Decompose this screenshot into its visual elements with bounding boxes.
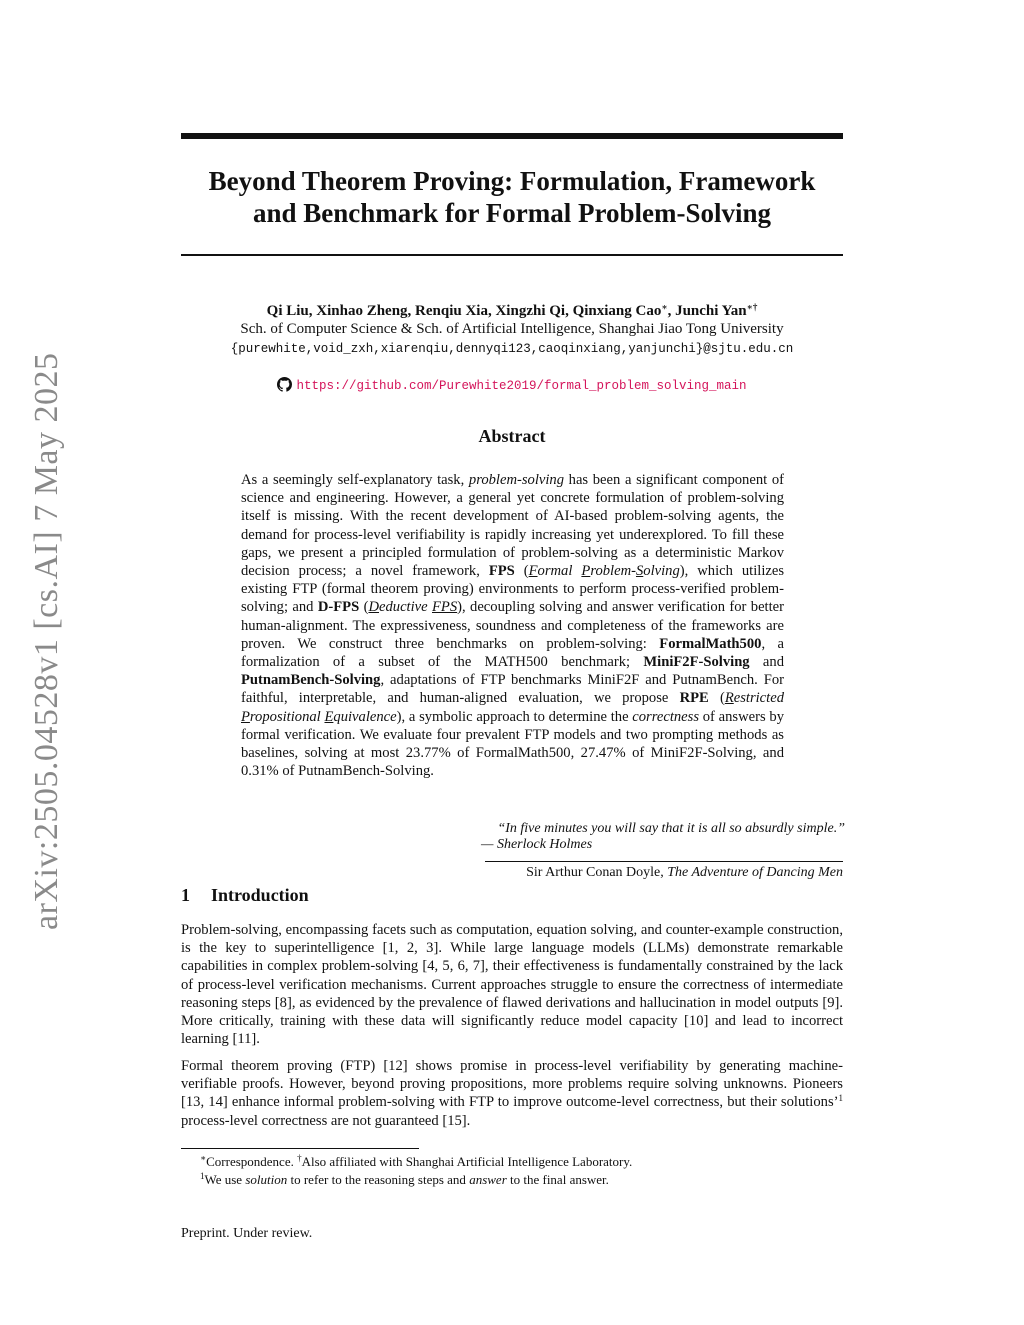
acronym-rest: quivalence (333, 708, 397, 725)
acronym-letter: F (528, 563, 538, 580)
acronym-letter: R (724, 690, 734, 707)
dfps-expansion (368, 599, 457, 615)
footnote-italic: solution (245, 1172, 288, 1187)
abstract-bold: MiniF2F-Solving (643, 654, 750, 671)
abstract-text: ), which utilizes existing FTP (formal theorem proving) environments to perform process-verified problem-solving; and (241, 563, 785, 616)
acronym-letter: P (241, 708, 250, 725)
epigraph-rule (485, 861, 843, 862)
section-title: Introduction (211, 885, 309, 905)
author-last: Junchi Yan (675, 303, 747, 319)
intro-paragraph-1: Problem-solving, encompassing facets such as computation, equation solving, and counter-example construction, is the key to superintelligence [1, 2, 3]. While large language models (LLMs) demonstrate remarkable capabilities in complex problem-solving [4, 5, 6, 7], their effectiveness is fundamentally constrained by the lack of process-level verification mechanisms. Current approaches struggle to ensure the correctness of intermediate reasoning steps [8], as evidenced by the prevalence of flawed derivations and hallucination in model outputs [9]. More critically, training with these data will significantly reduce model capacity [10] and lead to incorrect learning [11]. (181, 922, 843, 1048)
acronym-letter: E (324, 708, 334, 725)
abstract-text: ( (514, 563, 529, 580)
repo-link[interactable]: https://github.com/Purewhite2019/formal_problem_solving_main (296, 379, 747, 393)
footnote-mark: 1 (200, 1171, 205, 1181)
footnote-text: to the final answer. (506, 1172, 609, 1187)
paragraph-text: process-level correctness are not guaranteed [15]. (181, 1112, 471, 1129)
title-bottom-rule (181, 254, 843, 256)
abstract-bold: FormalMath500 (659, 635, 762, 652)
acronym-letter: S (635, 563, 644, 580)
author-mark-affiliation: ∗† (746, 302, 758, 312)
author-names: Qi Liu, Xinhao Zheng, Renqiu Xia, Xingzhi Qi, Qinxiang Cao (266, 303, 662, 319)
abstract-bold: FPS (488, 563, 515, 580)
abstract-heading: Abstract (478, 426, 546, 446)
epigraph-author: Sir Arthur Conan Doyle, (526, 865, 668, 880)
preprint-note: Preprint. Under review. (181, 1226, 313, 1241)
epigraph-source (430, 864, 843, 882)
abstract-italic: problem-solving (468, 472, 565, 488)
acronym-rest: olving (643, 563, 680, 580)
footnote-1 (200, 1172, 609, 1188)
footnote-correspondence (200, 1154, 632, 1170)
paragraph-text: Formal theorem proving (FTP) [12] shows promise in process-level verifiability by generating machine-verifiable proofs. However, beyond proving propositions, more problems require solving unknowns. Pioneers [13, 14] enhance informal problem-solving with FTP to improve outcome-level correctness, but their solutions’ (181, 1058, 843, 1111)
footnote-text: We use (204, 1172, 246, 1187)
acronym-rest: ormal (537, 563, 582, 580)
paper-title (181, 165, 843, 229)
footnote-text: Correspondence. (206, 1154, 298, 1169)
abstract-text: , adaptations of FTP benchmarks MiniF2F and PutnamBench. For faithful, interpretable, and human-aligned evaluation, we propose (241, 672, 784, 707)
abstract-text: ( (708, 690, 725, 707)
abstract-text: , a formalization of a subset of the MATH500 benchmark; (241, 635, 784, 671)
acronym-rest: ropositional (249, 708, 325, 725)
footnote-mark: † (297, 1153, 302, 1163)
epigraph-attribution: — Sherlock Holmes (481, 837, 593, 852)
acronym-rest: roblem- (590, 563, 636, 580)
github-icon (277, 377, 292, 392)
abstract-text: has been a significant component of science and engineering. However, a general yet concrete formulation of problem-solving itself is missing. With the recent development of AI-based problem-solving agents, the demand for process-level verifiability is rapidly increasing yet underexplored. To fill these gaps, we present a principled formulation of problem-solving as a deterministic Markov decision process; a novel framework, (241, 472, 784, 580)
intro-paragraph-2 (181, 1057, 843, 1130)
title-line-1: Beyond Theorem Proving: Formulation, Framework (208, 166, 816, 196)
abstract-text: As a seemingly self-explanatory task, (241, 472, 469, 488)
section-number: 1 (181, 885, 190, 905)
abstract-bold: D-FPS (317, 599, 360, 616)
abstract-bold: PutnamBench-Solving (241, 672, 381, 689)
footnote-text: Also affiliated with Shanghai Artificial Intelligence Laboratory. (301, 1154, 633, 1169)
abstract-text: of answers by formal verification. We evaluate four prevalent FTP models and two prompting methods as baselines, solving at most 23.77% of FormalMath500, 27.47% of MiniF2F-Solving, and 0.31% of PutnamBench-Solving. (241, 708, 784, 780)
abstract-text: ), decoupling solving and answer verification for better human-alignment. The expressiveness, soundness and completeness of the frameworks are proven. We construct three benchmarks on problem-solving: (241, 599, 784, 652)
epigraph-quote: “In five minutes you will say that it is all so absurdly simple.” (497, 821, 845, 836)
acronym-rest: eductive (379, 599, 432, 616)
abstract-italic: correctness (632, 708, 700, 725)
abstract-body (241, 471, 784, 780)
acronym-letter: FPS (432, 599, 458, 616)
footnote-italic: answer (469, 1172, 507, 1187)
acronym-rest: estricted (733, 690, 784, 707)
fps-expansion (529, 563, 680, 579)
acronym-letter: D (368, 599, 379, 616)
title-line-2: and Benchmark for Formal Problem-Solving (253, 198, 771, 228)
arxiv-side-stamp: arXiv:2505.04528v1 [cs.AI] 7 May 2025 (28, 352, 65, 930)
epigraph-work: The Adventure of Dancing Men (667, 865, 843, 880)
abstract-text: ( (359, 599, 369, 616)
title-top-rule (181, 133, 843, 139)
abstract-text: ), a symbolic approach to determine the (396, 708, 633, 725)
footnote-mark: ∗ (200, 1153, 207, 1163)
footnote-rule (181, 1148, 419, 1149)
section-heading (181, 884, 309, 906)
abstract-bold: RPE (679, 690, 709, 707)
author-list: Qi Liu, Xinhao Zheng, Renqiu Xia, Xingzhi Qi, Qinxiang Cao∗, Junchi Yan∗† (266, 302, 758, 319)
footnote-text: to refer to the reasoning steps and (287, 1172, 470, 1187)
author-emails: {purewhite,void_zxh,xiarenqiu,dennyqi123,caoqinxiang,yanjunchi}@sjtu.edu.cn (230, 342, 794, 356)
author-mark-correspondence: ∗ (661, 302, 668, 312)
footnote-ref[interactable]: 1 (838, 1093, 843, 1104)
acronym-letter: P (581, 563, 591, 580)
repo-row (181, 376, 843, 395)
abstract-text: and (749, 654, 784, 671)
author-affiliation: Sch. of Computer Science & Sch. of Artificial Intelligence, Shanghai Jiao Tong University (240, 321, 784, 337)
